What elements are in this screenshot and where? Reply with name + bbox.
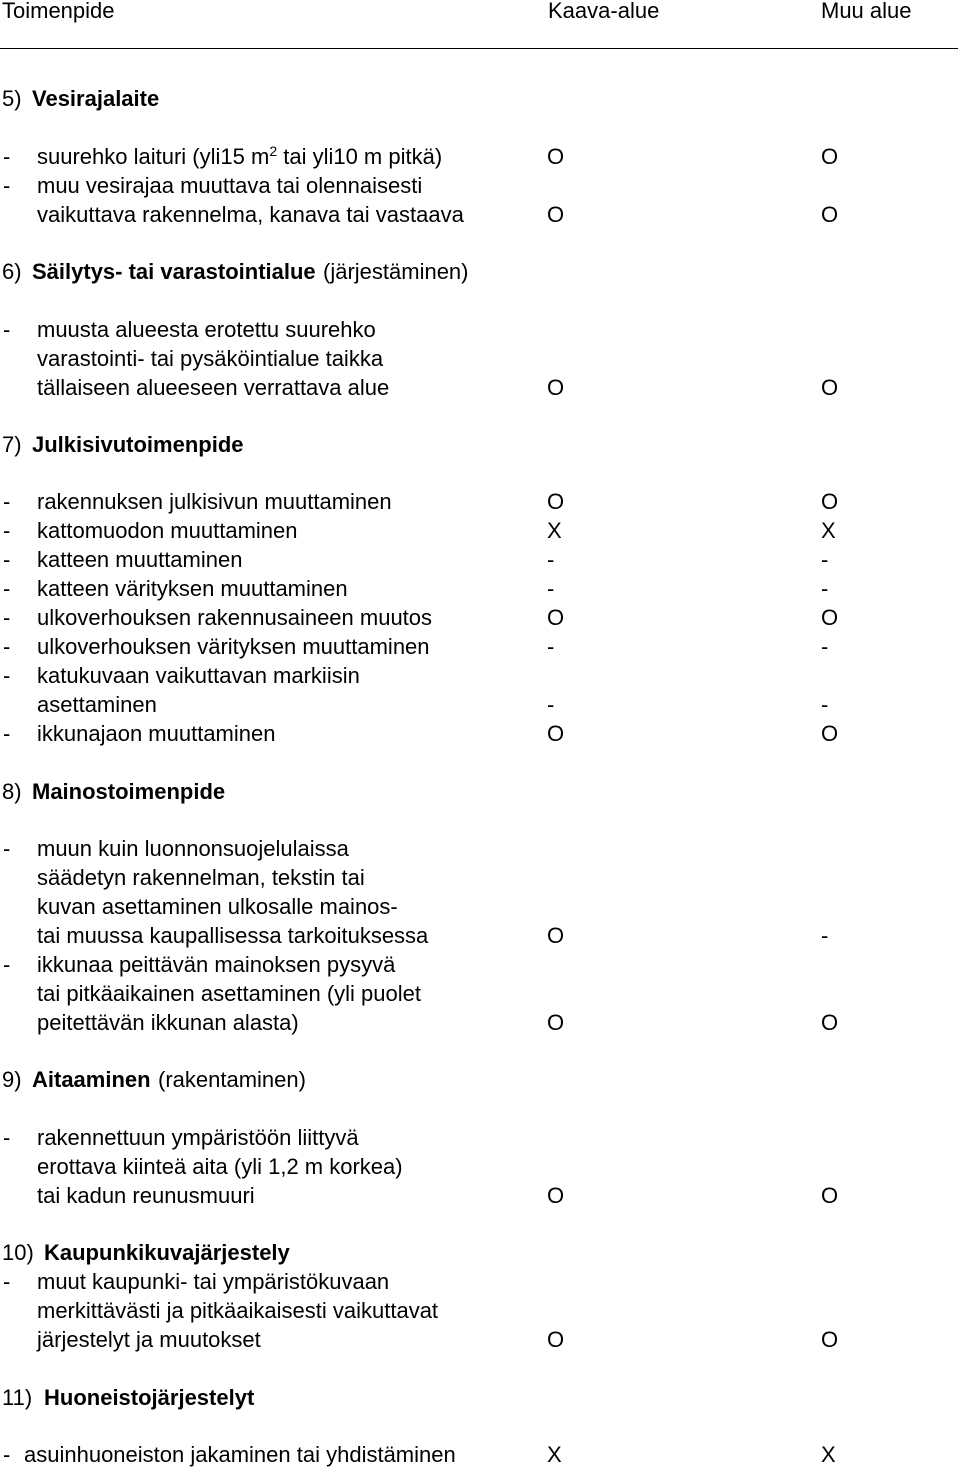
kaava-alue-value: X (547, 518, 562, 543)
table-row (0, 636, 960, 664)
section-number: 7) (2, 432, 22, 457)
table-row (0, 175, 960, 203)
kaava-alue-value: O (547, 721, 565, 746)
muu-alue-value: O (821, 202, 839, 227)
superscript: 2 (269, 143, 278, 159)
muu-alue-value: O (821, 144, 839, 169)
table-row (0, 694, 960, 722)
table-row (0, 1156, 960, 1184)
item-text: ulkoverhouksen rakennusaineen muutos (37, 605, 433, 630)
section-title: Aitaaminen (32, 1067, 151, 1092)
section-title: Mainostoimenpide (32, 779, 226, 804)
kaava-alue-value: O (547, 375, 565, 400)
section-title: Huoneistojärjestelyt (44, 1385, 255, 1410)
muu-alue-value: O (821, 1327, 839, 1352)
section-number: 8) (2, 779, 22, 804)
kaava-alue-value: - (547, 692, 555, 717)
muu-alue-value: O (821, 605, 839, 630)
item-text: muusta alueesta erotettu suurehko (37, 317, 376, 342)
kaava-alue-value: O (547, 1183, 565, 1208)
item-text: katteen muuttaminen (37, 547, 243, 572)
section-number: 10) (2, 1240, 34, 1265)
section-heading (0, 1387, 960, 1415)
table-row (0, 491, 960, 519)
section-subtitle: (järjestäminen) (323, 259, 469, 284)
muu-alue-value: O (821, 1010, 839, 1035)
list-bullet: - (3, 489, 11, 514)
section-subtitle: (rakentaminen) (158, 1067, 306, 1092)
table-row (0, 143, 960, 174)
table-row (0, 867, 960, 895)
table-row (0, 348, 960, 376)
section-heading (0, 261, 960, 289)
table-row (0, 983, 960, 1011)
kaava-alue-value: O (547, 605, 565, 630)
muu-alue-value: - (821, 692, 829, 717)
muu-alue-value: O (821, 375, 839, 400)
list-bullet: - (3, 1269, 11, 1294)
table-row (0, 578, 960, 606)
muu-alue-value: X (821, 518, 836, 543)
table-row (0, 838, 960, 866)
list-bullet: - (3, 173, 11, 198)
column-header-kaava-alue: Kaava-alue (548, 0, 660, 23)
table-row (0, 204, 960, 232)
list-bullet: - (3, 144, 11, 169)
item-text: ikkunaa peittävän mainoksen pysyvä (37, 952, 396, 977)
item-text: rakennuksen julkisivun muuttaminen (37, 489, 392, 514)
kaava-alue-value: O (547, 202, 565, 227)
table-row (0, 1300, 960, 1328)
muu-alue-value: X (821, 1442, 836, 1467)
list-bullet: - (3, 721, 11, 746)
muu-alue-value: O (821, 1183, 839, 1208)
list-bullet: - (3, 317, 11, 342)
section-title: Säilytys- tai varastointialue (32, 259, 316, 284)
column-header-toimenpide: Toimenpide (2, 0, 115, 23)
table-row (0, 1012, 960, 1040)
item-text: tai muussa kaupallisessa tarkoituksessa (37, 923, 429, 948)
table-row (0, 954, 960, 982)
item-text: varastointi- tai pysäköintialue taikka (37, 346, 384, 371)
kaava-alue-value: X (547, 1442, 562, 1467)
section-title: Julkisivutoimenpide (32, 432, 244, 457)
section-heading (0, 1069, 960, 1097)
section-number: 5) (2, 86, 22, 111)
section-heading (0, 88, 960, 116)
table-row (0, 1127, 960, 1155)
item-text: järjestelyt ja muutokset (37, 1327, 261, 1352)
item-text: peitettävän ikkunan alasta) (37, 1010, 299, 1035)
table-row (0, 723, 960, 751)
column-header-muu-alue: Muu alue (821, 0, 912, 23)
list-bullet: - (3, 952, 11, 977)
table-row (0, 520, 960, 548)
section-number: 9) (2, 1067, 22, 1092)
table-row (0, 319, 960, 347)
kaava-alue-value: - (547, 576, 555, 601)
item-text: katteen värityksen muuttaminen (37, 576, 348, 601)
item-text: säädetyn rakennelman, tekstin tai (37, 865, 365, 890)
section-heading (0, 434, 960, 462)
section-heading (0, 781, 960, 809)
item-text: muut kaupunki- tai ympäristökuvaan (37, 1269, 390, 1294)
header-divider (0, 48, 958, 49)
list-bullet: - (3, 518, 11, 543)
table-row (0, 925, 960, 953)
table-row (0, 1444, 960, 1472)
item-text: tällaiseen alueeseen verrattava alue (37, 375, 390, 400)
table-row (0, 1271, 960, 1299)
item-text: ikkunajaon muuttaminen (37, 721, 276, 746)
section-heading (0, 1242, 960, 1270)
table-row (0, 607, 960, 635)
item-text: kuvan asettaminen ulkosalle mainos- (37, 894, 398, 919)
kaava-alue-value: O (547, 923, 565, 948)
item-text: muu vesirajaa muuttava tai olennaisesti (37, 173, 423, 198)
list-bullet: - (3, 547, 11, 572)
list-bullet: - (3, 634, 11, 659)
list-bullet: - (3, 1442, 11, 1467)
kaava-alue-value: O (547, 489, 565, 514)
item-text: katukuvaan vaikuttavan markiisin (37, 663, 360, 688)
kaava-alue-value: - (547, 547, 555, 572)
section-title: Vesirajalaite (32, 86, 160, 111)
muu-alue-value: O (821, 721, 839, 746)
item-text: asettaminen (37, 692, 157, 717)
list-bullet: - (3, 663, 11, 688)
list-bullet: - (3, 605, 11, 630)
muu-alue-value: - (821, 576, 829, 601)
section-number: 11) (2, 1385, 33, 1410)
table-row (0, 549, 960, 577)
muu-alue-value: - (821, 634, 829, 659)
section-number: 6) (2, 259, 22, 284)
item-text: erottava kiinteä aita (yli 1,2 m korkea) (37, 1154, 403, 1179)
table-row (0, 1185, 960, 1213)
table-row (0, 377, 960, 405)
item-text: suurehko laituri (yli15 $m^2$ tai yli10 m pitkä) (37, 143, 443, 169)
item-text: kattomuodon muuttaminen (37, 518, 298, 543)
item-text: ulkoverhouksen värityksen muuttaminen (37, 634, 430, 659)
muu-alue-value: - (821, 923, 829, 948)
table-row (0, 896, 960, 924)
kaava-alue-value: O (547, 144, 565, 169)
item-text: rakennettuun ympäristöön liittyvä (37, 1125, 359, 1150)
item-text: tai kadun reunusmuuri (37, 1183, 255, 1208)
muu-alue-value: O (821, 489, 839, 514)
kaava-alue-value: - (547, 634, 555, 659)
list-bullet: - (3, 1125, 11, 1150)
table-row (0, 665, 960, 693)
kaava-alue-value: O (547, 1327, 565, 1352)
item-text: tai pitkäaikainen asettaminen (yli puolet (37, 981, 422, 1006)
item-text: merkittävästi ja pitkäaikaisesti vaikuttavat (37, 1298, 439, 1323)
item-text: muun kuin luonnonsuojelulaissa (37, 836, 349, 861)
item-text: vaikuttava rakennelma, kanava tai vastaava (37, 202, 464, 227)
item-text: asuinhuoneiston jakaminen tai yhdistäminen (24, 1442, 456, 1467)
list-bullet: - (3, 836, 11, 861)
kaava-alue-value: O (547, 1010, 565, 1035)
table-row (0, 1329, 960, 1357)
list-bullet: - (3, 576, 11, 601)
muu-alue-value: - (821, 547, 829, 572)
section-title: Kaupunkikuvajärjestely (44, 1240, 290, 1265)
